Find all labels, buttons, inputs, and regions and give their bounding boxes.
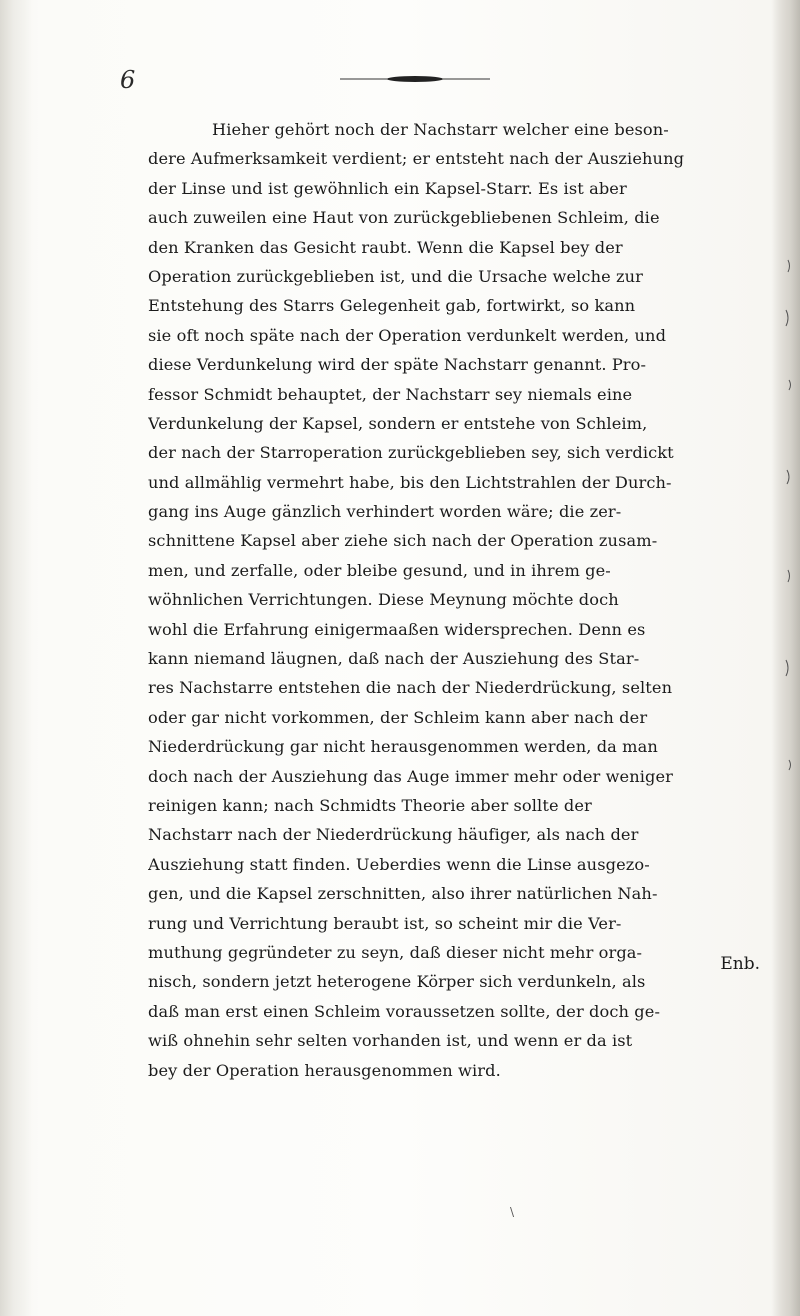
- text-line: kann niemand läugnen, daß nach der Ausziehung des Star-: [148, 649, 640, 669]
- margin-bleed-marks: [778, 240, 796, 860]
- text-line: oder gar nicht vorkommen, der Schleim kann aber nach der: [148, 707, 648, 727]
- text-line: nisch, sondern jetzt heterogene Körper sich verdunkeln, als: [148, 972, 646, 992]
- text-line: wiß ohnehin sehr selten vorhanden ist, und wenn er da ist: [148, 1031, 633, 1051]
- text-line: fessor Schmidt behauptet, der Nachstarr sey niemals eine: [148, 384, 633, 404]
- text-line: der nach der Starroperation zurückgeblieben sey, sich verdickt: [148, 443, 674, 463]
- text-line: Niederdrückung gar nicht herausgenommen werden, da man: [148, 737, 658, 757]
- text-line: bey der Operation herausgenommen wird.: [148, 1060, 501, 1080]
- text-line: daß man erst einen Schleim voraussetzen sollte, der doch ge-: [148, 1001, 661, 1021]
- text-line: muthung gegründeter zu seyn, daß dieser nicht mehr orga-: [148, 942, 643, 962]
- stray-ink-mark: \: [510, 1205, 515, 1219]
- text-line: gen, und die Kapsel zerschnitten, also ihrer natürlichen Nah-: [148, 884, 658, 904]
- catchword: Enb.: [720, 954, 760, 974]
- text-line: gang ins Auge gänzlich verhindert worden wäre; die zer-: [148, 502, 622, 522]
- text-line: reinigen kann; nach Schmidts Theorie aber sollte der: [148, 795, 592, 815]
- text-line: rung und Verrichtung beraubt ist, so scheint mir die Ver-: [148, 913, 622, 933]
- text-line: auch zuweilen eine Haut von zurückgebliebenen Schleim, die: [148, 208, 660, 228]
- text-line: schnittene Kapsel aber ziehe sich nach der Operation zusam-: [148, 531, 658, 551]
- text-line: den Kranken das Gesicht raubt. Wenn die Kapsel bey der: [148, 237, 623, 257]
- text-line: doch nach der Ausziehung das Auge immer mehr oder weniger: [148, 766, 674, 786]
- text-line: sie oft noch späte nach der Operation verdunkelt werden, und: [148, 325, 667, 345]
- text-line: res Nachstarre entstehen die nach der Niederdrückung, selten: [148, 678, 673, 698]
- text-line: men, und zerfalle, oder bleibe gesund, und in ihrem ge-: [148, 560, 611, 580]
- text-line: und allmählig vermehrt habe, bis den Lichtstrahlen der Durch-: [148, 472, 672, 492]
- text-line: diese Verdunkelung wird der späte Nachstarr genannt. Pro-: [148, 355, 647, 375]
- text-line: wohl die Erfahrung einigermaaßen widersprechen. Denn es: [148, 619, 646, 639]
- page-number: 6: [120, 66, 136, 94]
- text-line: Operation zurückgeblieben ist, und die Ursache welche zur: [148, 266, 644, 286]
- text-line: Ausziehung statt finden. Ueberdies wenn die Linse ausgezo-: [148, 854, 650, 874]
- text-line: der Linse und ist gewöhnlich ein Kapsel-Starr. Es ist aber: [148, 178, 627, 198]
- header-rule-ornament: [340, 74, 490, 84]
- text-line: wöhnlichen Verrichtungen. Diese Meynung möchte doch: [148, 590, 619, 610]
- text-line: Nachstarr nach der Niederdrückung häufiger, als nach der: [148, 825, 639, 845]
- body-text: [148, 115, 770, 1085]
- text-line: Entstehung des Starrs Gelegenheit gab, fortwirkt, so kann: [148, 296, 636, 316]
- text-line: Verdunkelung der Kapsel, sondern er entstehe von Schleim,: [148, 413, 648, 433]
- text-line: dere Aufmerksamkeit verdient; er entsteht nach der Ausziehung: [148, 149, 685, 169]
- text-line: Hieher gehört noch der Nachstarr welcher eine beson-: [212, 120, 669, 139]
- page-gutter-shadow: [0, 0, 32, 1316]
